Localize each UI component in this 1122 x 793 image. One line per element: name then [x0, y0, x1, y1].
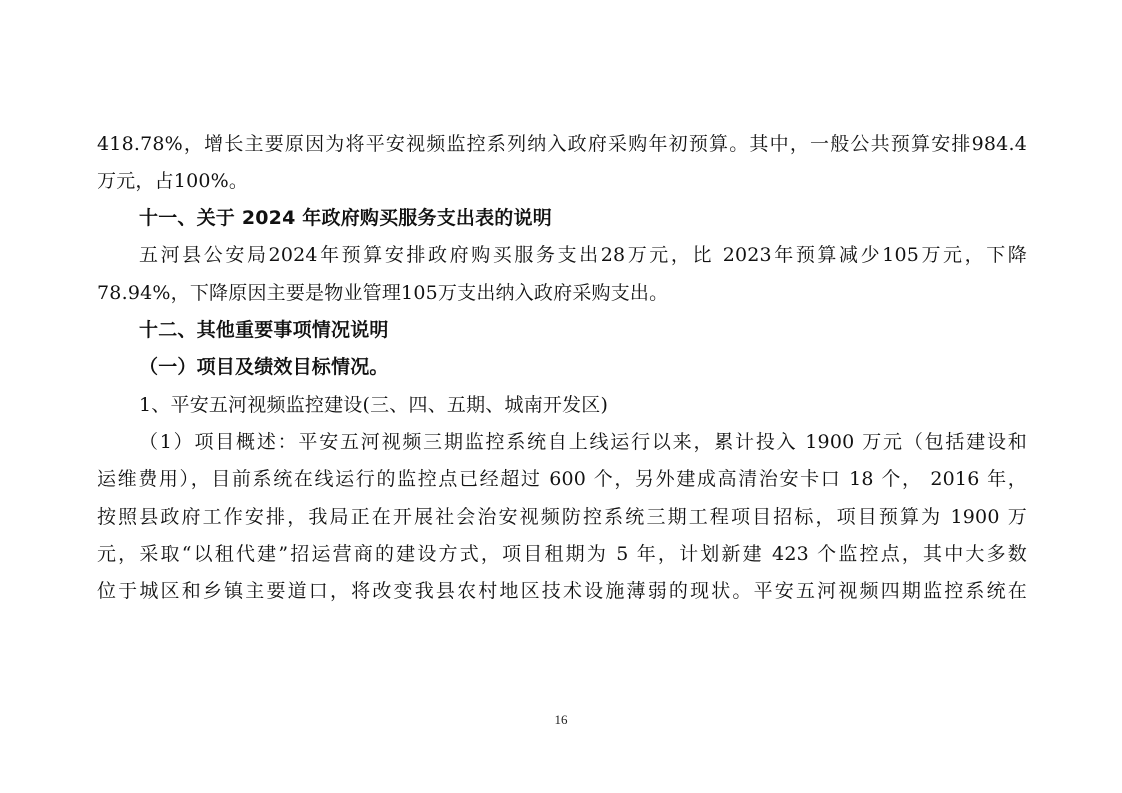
section-heading-11: 十一、关于 2024 年政府购买服务支出表的说明 [139, 207, 552, 229]
paragraph-line-budget-share: 万元，占100%。 [97, 170, 249, 192]
paragraph-line-project-overview-3: 按照县政府工作安排，我局正在开展社会治安视频防控系统三期工程项目招标，项目预算为 1900 万 [97, 506, 1027, 528]
paragraph-line-budget-growth: 418.78%，增长主要原因为将平安视频监控系列纳入政府采购年初预算。其中，一般公共预算安排984.4 [97, 133, 1027, 155]
paragraph-line-project-overview-1: （1）项目概述：平安五河视频三期监控系统自上线运行以来，累计投入 1900 万元（包括建设和 [139, 431, 1027, 453]
section-heading-12: 十二、其他重要事项情况说明 [139, 319, 389, 341]
paragraph-line-decline-reason: 78.94%，下降原因主要是物业管理105万支出纳入政府采购支出。 [97, 282, 669, 304]
paragraph-line-project-overview-4: 元，采取“以租代建”招运营商的建设方式，项目租期为 5 年，计划新建 423 个监控点，其中大多数 [97, 543, 1027, 565]
paragraph-line-project-overview-2: 运维费用），目前系统在线运行的监控点已经超过 600 个，另外建成高清治安卡口 18 个， 2016 年， [97, 468, 1027, 490]
paragraph-line-project-overview-5: 位于城区和乡镇主要道口，将改变我县农村地区技术设施薄弱的现状。平安五河视频四期监控系统在 [97, 580, 1027, 602]
item-heading-video-surveillance: 1、平安五河视频监控建设(三、四、五期、城南开发区) [139, 394, 609, 416]
subsection-heading-project-goals: （一）项目及绩效目标情况。 [139, 356, 389, 378]
paragraph-line-service-spending: 五河县公安局2024年预算安排政府购买服务支出28万元，比 2023年预算减少105万元，下降 [139, 244, 1027, 266]
page-number: 16 [554, 712, 568, 727]
